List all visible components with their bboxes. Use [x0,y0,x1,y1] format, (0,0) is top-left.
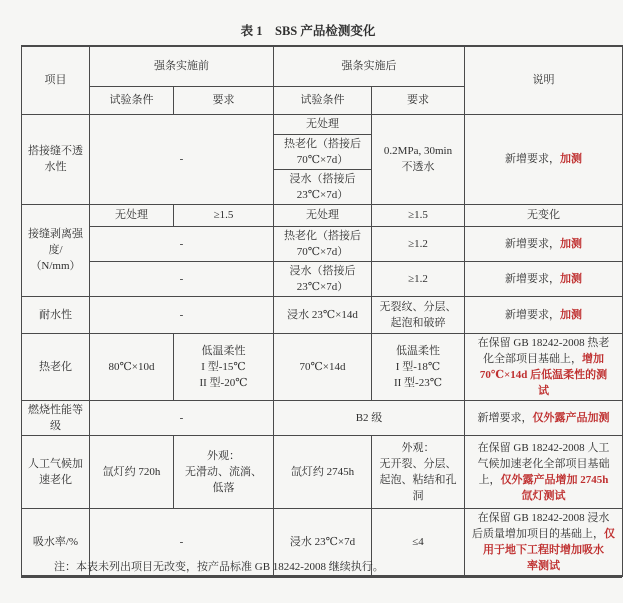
note-text-red: 仅外露产品增加 2745h 氙灯测试 [500,473,609,502]
after-req-cell: ≥1.2 [372,226,465,261]
before-req-cell: 低温柔性 I 型-15℃ II 型-20℃ [174,333,274,400]
after-cond-cell: 浸水（搭接后 23℃×7d） [274,261,372,296]
after-cond-cell: 无处理 [274,204,372,226]
item-label: 搭接缝不透 水性 [22,114,90,204]
note-cell [465,400,623,435]
before-req-cell: 外观： 无滑动、流淌、 低落 [174,435,274,508]
after-merged-cell: B2 级 [274,400,465,435]
item-label: 人工气候加 速老化 [22,435,90,508]
after-req-cell: ≤4 [372,508,465,576]
row-fire-performance [22,400,623,435]
before-cond-cell: 无处理 [90,204,174,226]
note-text: 新增要求， [505,153,560,165]
col-header-before-group: 强条实施前 [90,46,274,86]
row-peel-strength [22,204,623,226]
item-label: 接缝剥离强 度/ （N/mm） [22,204,90,296]
after-cond-cell: 浸水 23℃×7d [274,508,372,576]
before-dash-cell: - [90,114,274,204]
row-artificial-weathering [22,435,623,508]
note-text-red: 仅用于地下工程时增加吸水 率测试 [483,527,615,572]
item-label: 燃烧性能等 级 [22,400,90,435]
before-dash-cell: - [90,296,274,333]
col-header-note: 说明 [465,46,623,114]
note-text: 在保留 GB 18242-2008 浸水 后质量增加项目的基础上， [472,511,610,540]
after-cond-cell: 70℃×14d [274,333,372,400]
item-label: 吸水率/% [22,508,90,576]
table-footnote: 注：本表未列出项目无改变，按产品标准 GB 18242-2008 继续执行。 [21,558,622,578]
note-cell [465,114,623,204]
row-peel-strength-sub3 [22,261,623,296]
col-header-item: 项目 [22,46,90,114]
after-cond-cell: 热老化（搭接后 70℃×7d） [274,134,372,169]
after-cond-cell: 浸水（搭接后 23℃×7d） [274,169,372,204]
after-req-cell: 无裂纹、分层、 起泡和破碎 [372,296,465,333]
note-text: 在保留 GB 18242-2008 热老 化全部项目基础上， [477,336,610,365]
after-req-cell: ≥1.2 [372,261,465,296]
item-label: 耐水性 [22,296,90,333]
note-cell [465,296,623,333]
after-req-cell: ≥1.5 [372,204,465,226]
after-cond-cell: 热老化（搭接后 70℃×7d） [274,226,372,261]
col-header-after-req: 要求 [372,86,465,114]
after-req-cell: 外观： 无开裂、分层、 起泡、粘结和孔 洞 [372,435,465,508]
after-cond-cell: 浸水 23℃×14d [274,296,372,333]
note-text-red: 加测 [560,153,582,165]
sbs-product-change-table [21,45,623,577]
note-text: 在保留 GB 18242-2008 人工 气候加速老化全部项目基础 上， [477,441,610,486]
note-text: 新增要求， [505,308,560,321]
note-cell [465,261,623,296]
col-header-after-cond: 试验条件 [274,86,372,114]
note-cell: 无变化 [465,204,623,226]
note-text-red: 加测 [560,237,582,250]
after-req-cell: 0.2MPa, 30min 不透水 [372,114,465,204]
note-text: 新增要求， [505,272,560,285]
before-dash-cell: - [90,508,274,576]
before-cond-cell: 氙灯约 720h [90,435,174,508]
note-cell [465,333,623,400]
before-dash-cell: - [90,400,274,435]
note-text-red: 加测 [560,308,582,321]
note-cell [465,226,623,261]
row-seam-impermeability [22,114,623,134]
before-dash-cell: - [90,226,274,261]
row-peel-strength-sub2 [22,226,623,261]
row-water-resistance [22,296,623,333]
before-dash-cell: - [90,261,274,296]
before-req-cell: ≥1.5 [174,204,274,226]
note-text-red: 增加 70℃×14d 后低温柔性的测 试 [479,352,608,397]
after-cond-cell: 氙灯约 2745h [274,435,372,508]
item-label: 热老化 [22,333,90,400]
note-cell [465,435,623,508]
before-cond-cell: 80℃×10d [90,333,174,400]
note-text-red: 加测 [560,272,582,285]
after-cond-cell: 无处理 [274,114,372,134]
after-req-cell: 低温柔性 I 型-18℃ II 型-23℃ [372,333,465,400]
header-row-groups [22,46,623,86]
col-header-after-group: 强条实施后 [274,46,465,86]
note-text: 新增要求， [477,411,533,424]
table-title: 表 1 SBS 产品检测变化 [240,24,376,38]
note-text: 新增要求， [505,237,560,250]
note-text-red: 仅外露产品加测 [532,411,610,424]
col-header-before-req: 要求 [174,86,274,114]
row-heat-aging [22,333,623,400]
col-header-before-cond: 试验条件 [90,86,174,114]
